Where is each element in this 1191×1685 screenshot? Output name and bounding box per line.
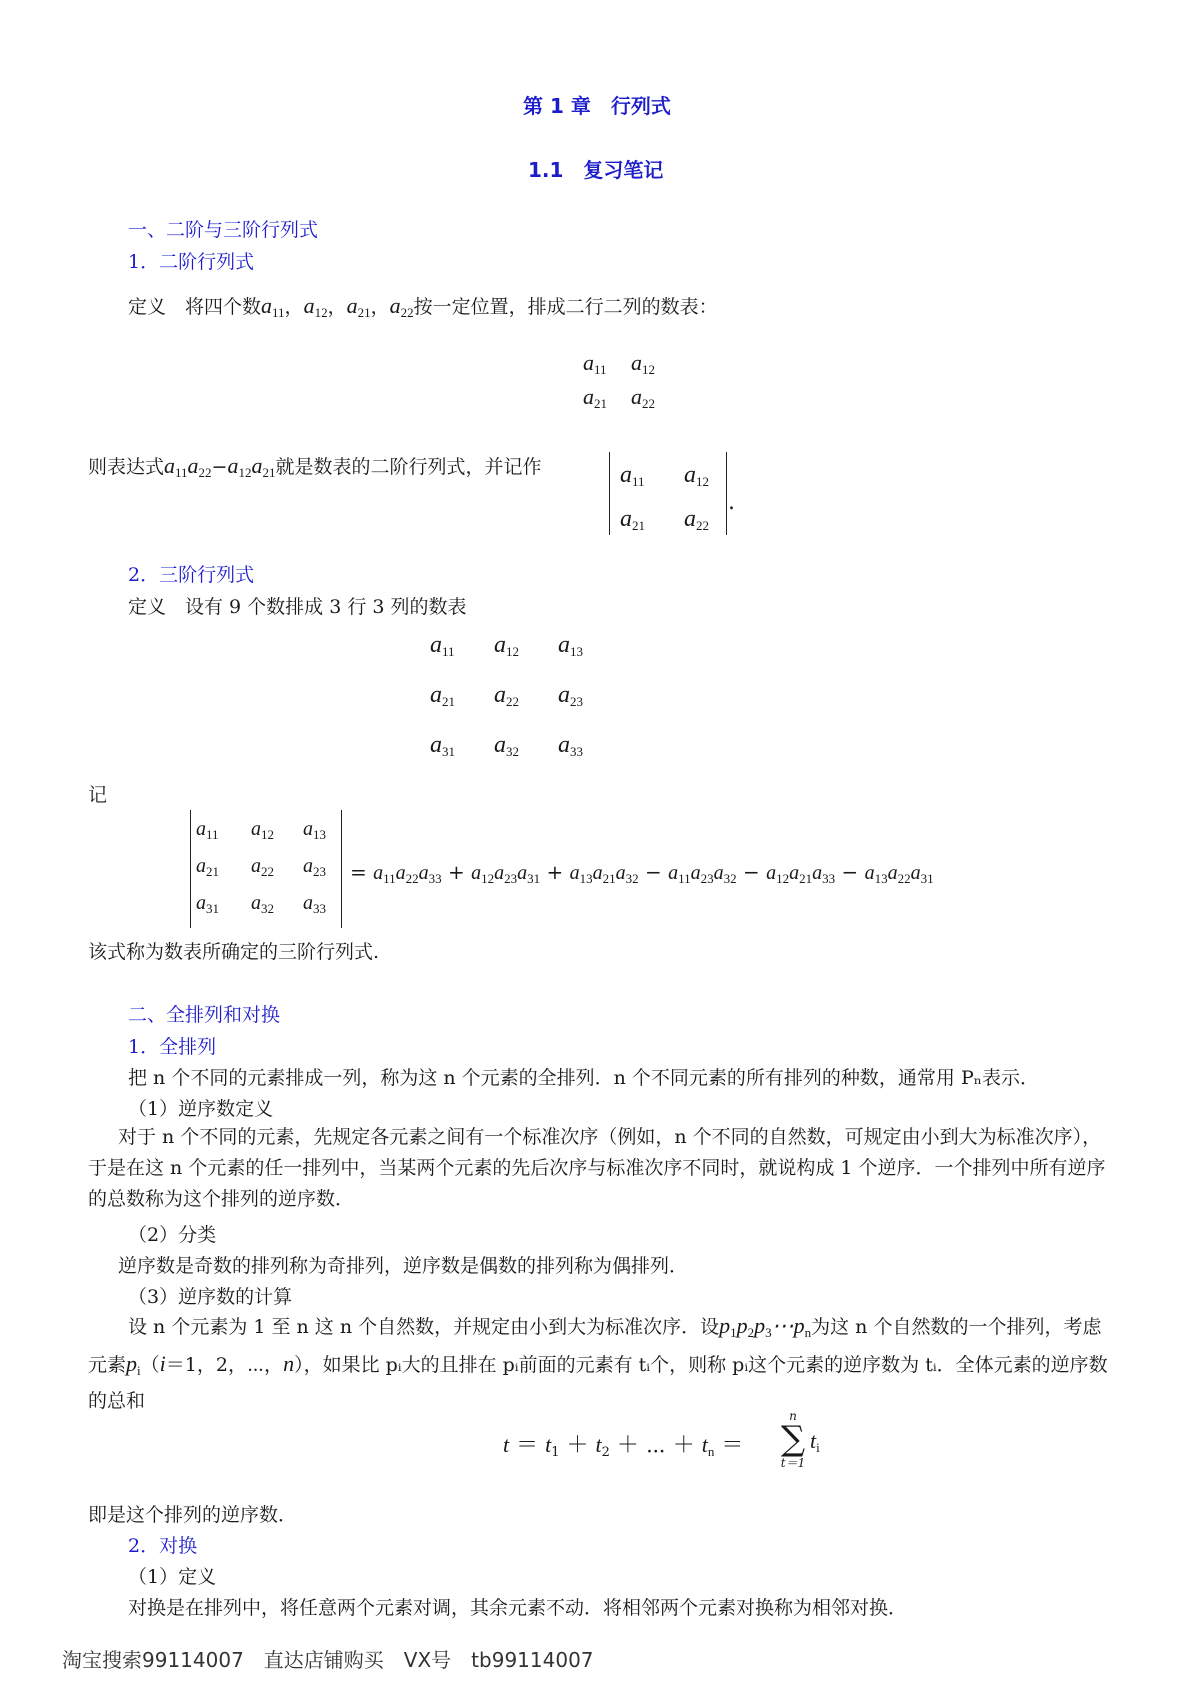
array-3x3: $a_{11}$ $a_{12}$ $a_{13}$ $a_{21}$ $a_{22}$ $a_{23}$ $a_{31}$ $a_{32}$ $a_{33}$ [430,632,583,759]
class-text: 逆序数是奇数的排列称为奇排列，逆序数是偶数的排列称为偶排列． [118,1255,689,1277]
sum-sigma: n ∑ t＝1 [780,1409,806,1470]
part1-heading: 一、二阶与三阶行列式 [128,219,319,241]
determinant-3x3-entries: $a_{11}$ $a_{12}$ $a_{13}$ $a_{21}$ $a_{22}$ $a_{23}$ $a_{31}$ $a_{32}$ $a_{33}$ [196,818,326,916]
def2-line: 定义 将四个数$a_{11}$，$a_{12}$，$a_{21}$，$a_{22}$按一定位置，排成二行二列的数表： [128,293,718,320]
section-title: 1.1 复习笔记 [528,158,664,182]
expr-line: 则表达式$a_{11}a_{22}-a_{12}a_{21}$就是数表的二阶行列式，并记作 [88,453,542,480]
inv-def-text: 对于 n 个不同的元素，先规定各元素之间有一个标准次序（例如，n 个不同的自然数，可规定由小到大为标准次序），于是在这 n 个元素的任一排列中，当某两个元素的先后次序与标准次序不同时，就说构成 1 个逆序．一个排列中所有逆序的总数称为这个排列的逆序数． [88,1126,1106,1210]
determinant-2x2-entries: $a_{11}$ $a_{12}$ $a_{21}$ $a_{22}$ [620,462,709,533]
inv-def-title: （1）逆序数定义 [128,1098,274,1120]
part2-sub1: 1．全排列 [128,1036,217,1058]
ji-label: 记 [88,784,108,806]
chapter-title: 第 1 章 行列式 [523,94,671,118]
calc-title: （3）逆序数的计算 [128,1286,293,1308]
def3-line: 定义 设有 9 个数排成 3 行 3 列的数表 [128,596,467,618]
calc-conclusion: 即是这个排列的逆序数． [88,1504,298,1526]
calc-text: 设 n 个元素为 1 至 n 这 n 个自然数，并规定由小到大为标准次序．设$p_1p_2p_3\cdots p_n$为这 n 个自然数的一个排列，考虑元素$p_i(i=1$，2，⋯，n），如果比 pᵢ大的且排在 pᵢ前面的元素有 tᵢ个，则称 pᵢ这个元素的逆序数为 tᵢ．全体元素的逆序数的总和 [88,1313,1108,1412]
array-2x2: $a_{11}$ $a_{12}$ $a_{21}$ $a_{22}$ [583,350,655,411]
conclusion3: 该式称为数表所确定的三阶行列式. [88,941,380,963]
part2-sub2: 2．对换 [128,1535,198,1557]
part1-sub2: 2．三阶行列式 [128,564,255,586]
det2-period: . [728,490,735,515]
sum-formula: $t = t_1 + t_2$ ＋ ⋯ ＋ $t_n$ ＝ [503,1432,744,1460]
watermark: 淘宝搜索99114007 直达店铺购买 VX号 tb99114007 [62,1648,594,1672]
part1-sub1: 1．二阶行列式 [128,251,255,273]
part2-heading: 二、全排列和对换 [128,1004,281,1026]
swap-def-title: （1）定义 [128,1566,217,1588]
swap-def-text: 对换是在排列中，将任意两个元素对调，其余元素不动．将相邻两个元素对换称为相邻对换． [128,1597,908,1619]
class-title: （2）分类 [128,1224,217,1246]
sum-term: $t_i$ [810,1428,820,1455]
perm-def: 把 n 个不同的元素排成一列，称为这 n 个元素的全排列．n 个不同元素的所有排列的种数，通常用 Pₙ表示． [128,1067,1039,1089]
det3-expansion: = $a_{11}a_{22}a_{33} + a_{12}a_{23}a_{31} + a_{13}a_{21}a_{32} - a_{11}a_{23}a_{32} - a_{12}a_{21}a_{33} - a_{13}a_{22}a_{31}$ [350,860,934,886]
